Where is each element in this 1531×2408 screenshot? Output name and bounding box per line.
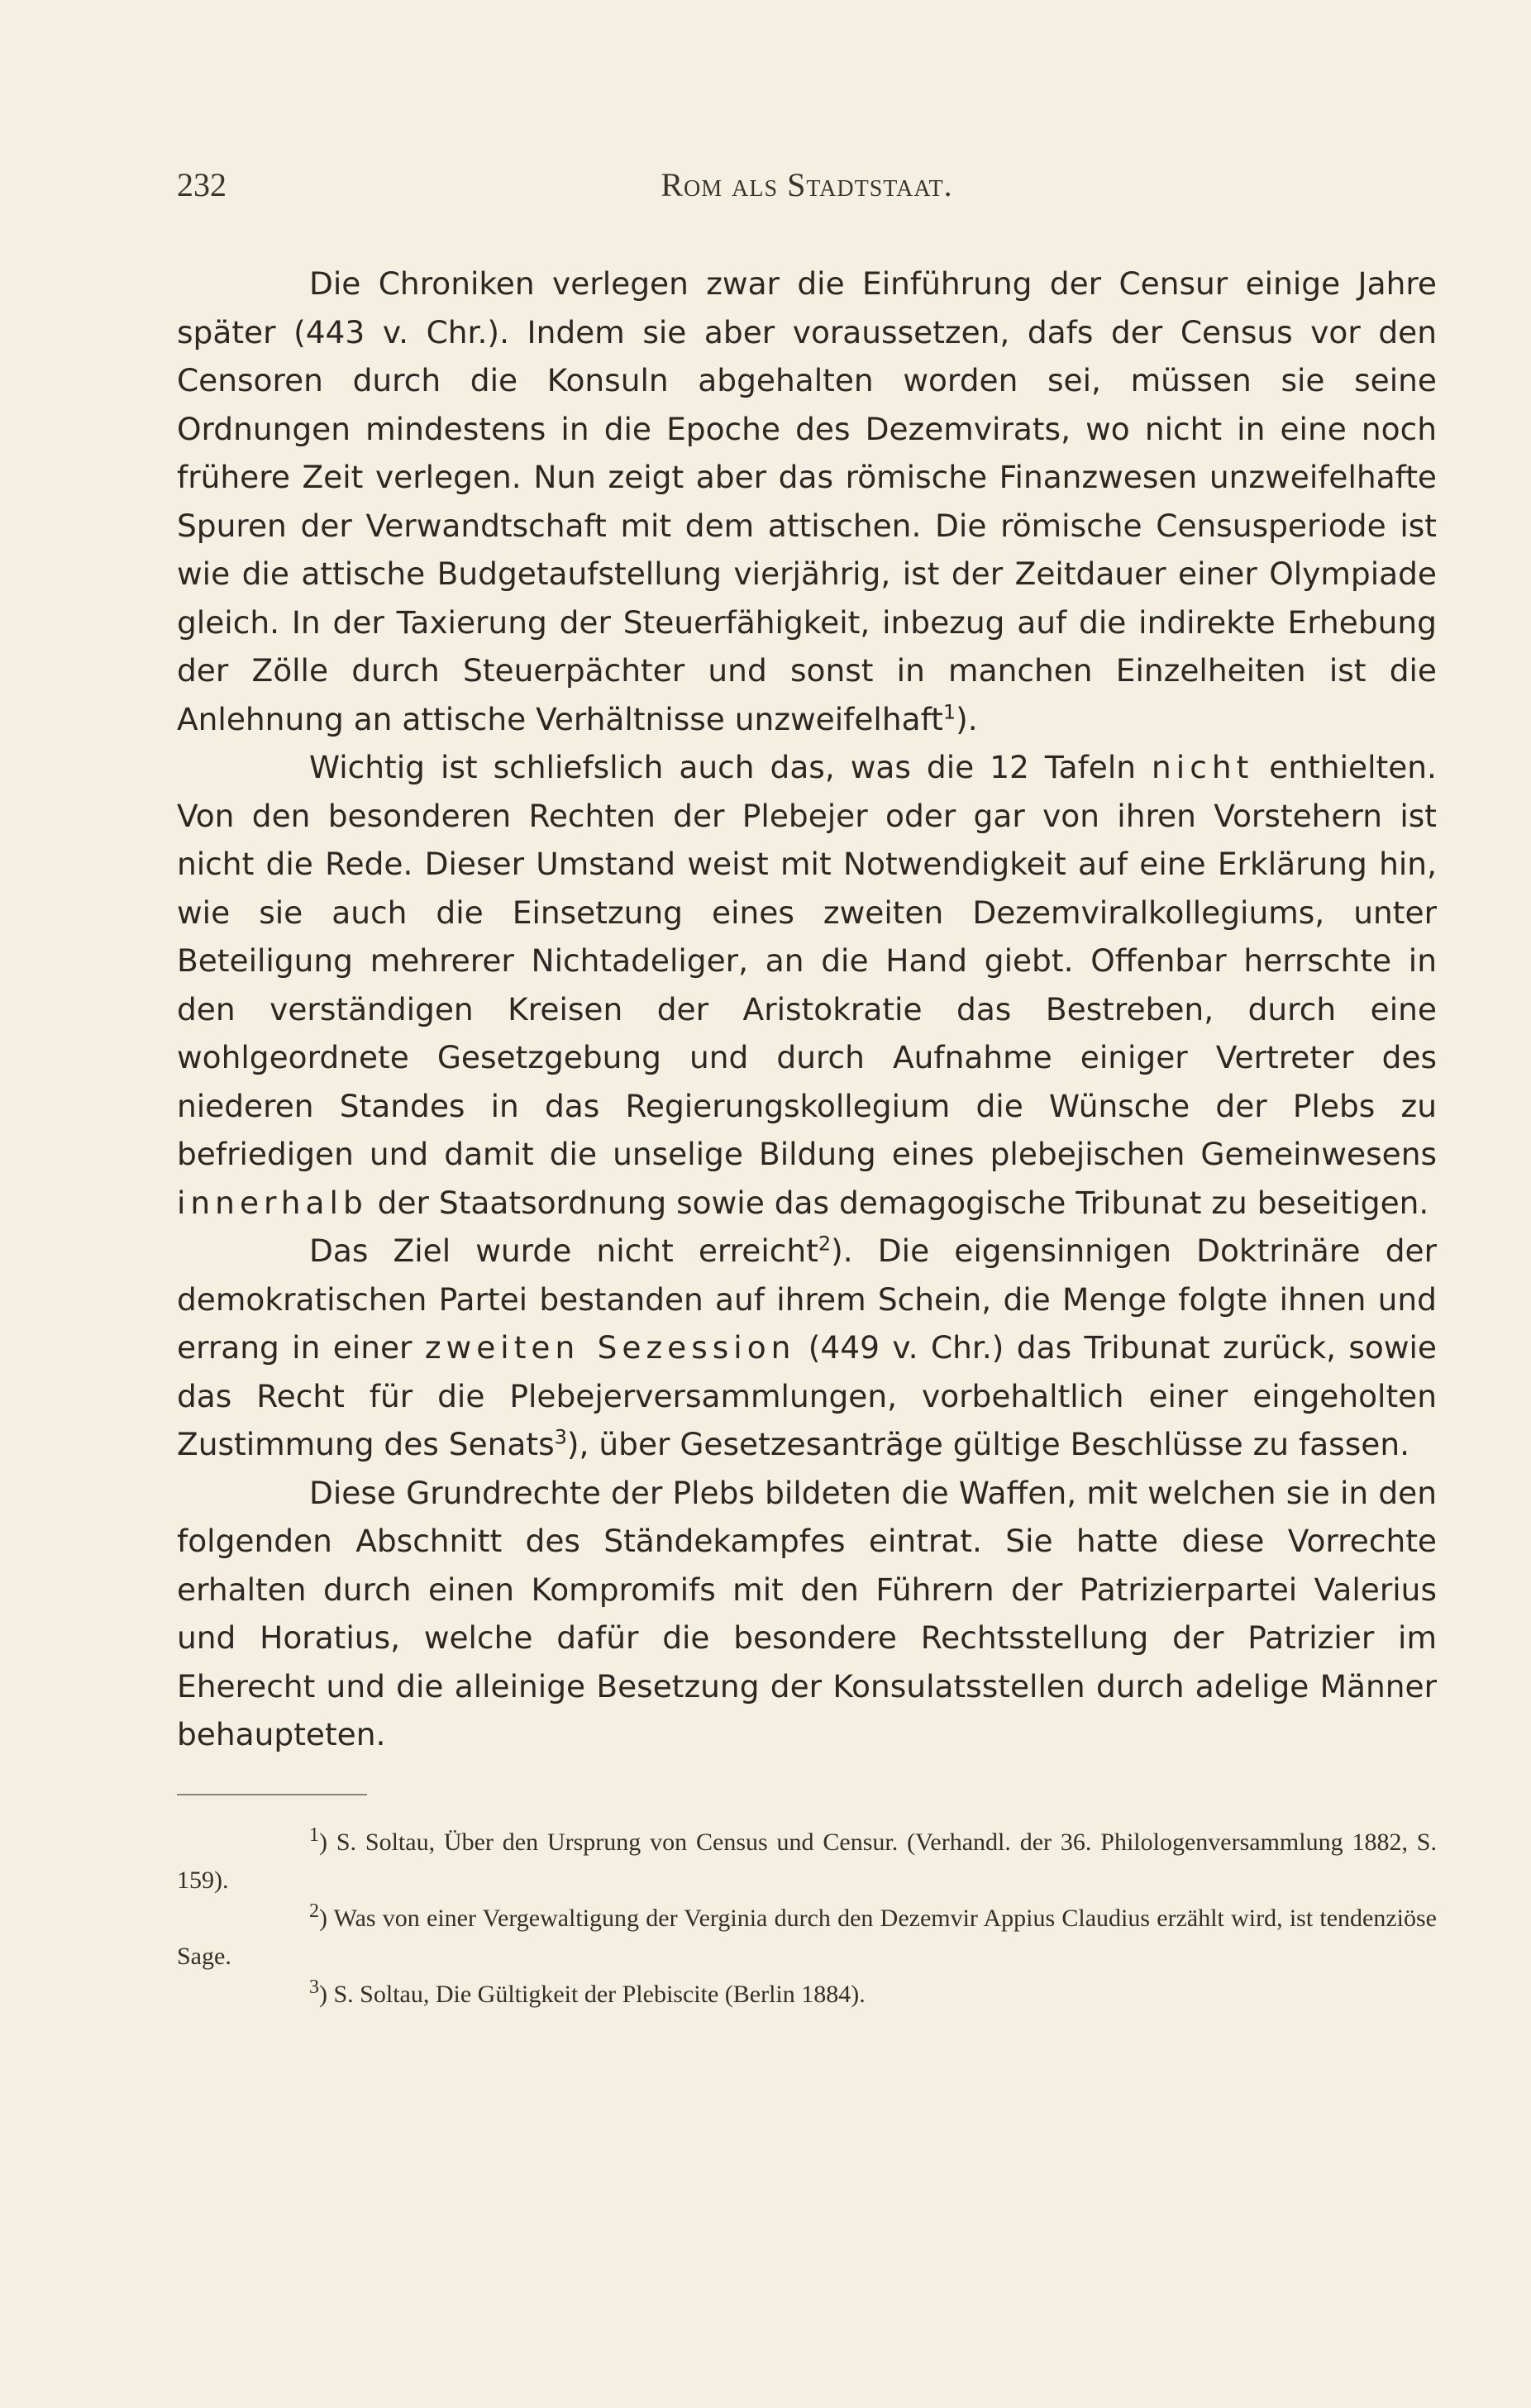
text-run: ) Was von einer Vergewaltigung der Verginia durch den Dezemvir Appius Claudius erzählt wird, ist tendenziöse Sage. [177, 1904, 1437, 1970]
text-run: Das Ziel wurde nicht erreicht [309, 1233, 818, 1269]
body-text [177, 260, 1437, 1759]
emphasized-text: nicht [1152, 749, 1254, 785]
text-run: enthielten. Von den besonderen Rechten der Plebejer oder gar von ihren Vorstehern ist nicht die Rede. Dieser Umstand weist mit Notwendigkeit auf eine Erklärung hin, wie sie auch die Einsetzung eines zweiten Dezemviralkollegiums, unter Beteiligung mehrerer Nichtadeliger, an die Hand giebt. Offenbar herrschte in den verständigen Kreisen der Aristokratie das Bestreben, durch eine wohlgeordnete Gesetzgebung und durch Aufnahme einiger Vertreter des niederen Standes in das Regierungskollegium die Wünsche der Plebs zu befriedigen und damit die unselige Bildung eines plebejischen Gemeinwesens [177, 749, 1437, 1172]
text-run: Diese Grundrechte der Plebs bildeten die Waffen, mit welchen sie in den folgenden Abschnitt des Ständekampfes eintrat. Sie hatte diese Vorrechte erhalten durch einen Kompromifs mit den Führern der Patrizierpartei Valerius und Horatius, welche dafür die besondere Rechtsstellung der Patrizier im Eherecht und die alleinige Besetzung der Konsulatsstellen durch adelige Männer behaupteten. [177, 1474, 1437, 1752]
footnote-marker: 2 [818, 1232, 832, 1256]
text-run: ). [956, 700, 978, 737]
running-head [177, 165, 1437, 215]
footnote-marker: 1 [942, 700, 956, 723]
footnote [177, 1824, 1437, 1900]
paragraph [177, 1469, 1437, 1759]
text-run: der Staatsordnung sowie das demagogische Tribunat zu beseitigen. [367, 1184, 1429, 1221]
text-run: ) S. Soltau, Über den Ursprung von Census und Censur. (Verhandl. der 36. Philologenversammlung 1882, S. 159). [177, 1828, 1437, 1894]
text-run: ) S. Soltau, Die Gültigkeit der Plebiscite (Berlin 1884). [319, 1980, 866, 2008]
footnote [177, 1976, 1437, 2014]
text-run: (449 v. Chr.) das Tribunat zurück, sowie das Recht für die Plebejerversammlungen, vorbehaltlich einer eingeholten Zustimmung des Senats [177, 1329, 1437, 1462]
emphasized-text: zweiten Sezession [424, 1329, 796, 1366]
text-run: Die Chroniken verlegen zwar die Einführung der Censur einige Jahre später (443 v. Chr.). Indem sie aber voraussetzen, dafs der Census vor den Censoren durch die Konsuln abgehalten worden sei, müssen sie seine Ordnungen mindestens in die Epoche des Dezemvirats, wo nicht in eine noch frühere Zeit verlegen. Nun zeigt aber das römische Finanzwesen unzweifelhafte Spuren der Verwandtschaft mit dem attischen. Die römische Censusperiode ist wie die attische Budgetaufstellung vierjährig, ist der Zeitdauer einer Olympiade gleich. In der Taxierung der Steuerfähigkeit, inbezug auf die indirekte Erhebung der Zölle durch Steuerpächter und sonst in manchen Einzelheiten ist die Anlehnung an attische Verhältnisse unzweifelhaft [177, 265, 1437, 737]
paragraph [177, 743, 1437, 1227]
paragraph [177, 260, 1437, 743]
footnotes [177, 1824, 1437, 2014]
footnote-marker: 1 [309, 1824, 319, 1846]
footnote-divider [177, 1794, 367, 1795]
emphasized-text: innerhalb [177, 1184, 368, 1221]
text-run: ), über Gesetzesanträge gültige Beschlüsse zu fassen. [566, 1426, 1410, 1462]
text-run: ). Die eigensinnigen Doktrinäre der demokratischen Partei bestanden auf ihrem Schein, die Menge folgte ihnen und errang in einer [177, 1233, 1437, 1366]
footnote [177, 1900, 1437, 1976]
page-number: 232 [177, 166, 227, 203]
text-run: Wichtig ist schliefslich auch das, was die 12 Tafeln [309, 749, 1152, 785]
paragraph [177, 1227, 1437, 1469]
running-title: Rom als Stadtstaat. [661, 166, 953, 203]
footnote-marker: 3 [309, 1976, 319, 1998]
footnote-marker: 3 [554, 1425, 567, 1449]
book-page [177, 165, 1437, 2014]
footnote-marker: 2 [309, 1900, 319, 1922]
